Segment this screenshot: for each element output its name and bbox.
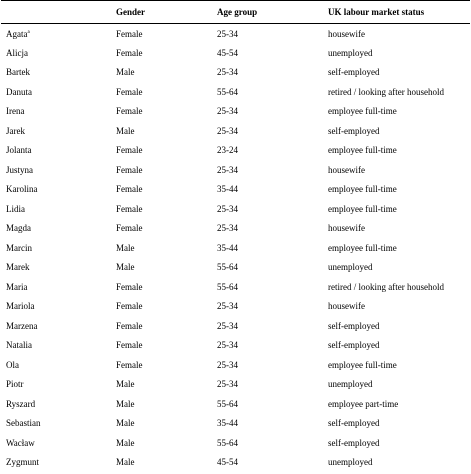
cell-gender: Female: [116, 47, 143, 58]
table-body: [1, 24, 470, 473]
table-header: [1, 1, 470, 24]
participant-name: Jolanta: [6, 145, 32, 156]
table-row: [1, 63, 470, 83]
table-row: [1, 82, 470, 102]
cell-gender: Male: [116, 418, 135, 429]
participant-name: Lidia: [6, 203, 25, 214]
table-row: [1, 199, 470, 219]
table-row: [1, 160, 470, 180]
cell-age-group: 25-34: [217, 28, 238, 39]
table-row: [1, 121, 470, 141]
cell-age-group: 25-34: [217, 359, 238, 370]
cell-status: employee full-time: [328, 203, 397, 214]
participant-name: Magda: [6, 223, 31, 234]
cell-status: unemployed: [328, 262, 373, 273]
cell-gender: Male: [116, 242, 135, 253]
cell-name: [1, 433, 116, 453]
cell-status: self-employed: [328, 437, 380, 448]
cell-name: [1, 316, 116, 336]
cell-name: [1, 63, 116, 83]
participant-name: Maria: [6, 281, 28, 292]
cell-name: [1, 121, 116, 141]
participant-name: Agata: [6, 28, 28, 39]
participant-name: Jarek: [6, 125, 25, 136]
cell-name: [1, 414, 116, 434]
cell-name: [1, 238, 116, 258]
cell-gender: Male: [116, 67, 135, 78]
cell-age-group: 25-34: [217, 223, 238, 234]
cell-name: [1, 82, 116, 102]
cell-gender: Male: [116, 125, 135, 136]
table-row: [1, 297, 470, 317]
table-row: [1, 414, 470, 434]
table-row: [1, 336, 470, 356]
cell-name: [1, 199, 116, 219]
cell-age-group: 45-54: [217, 457, 238, 468]
cell-status: self-employed: [328, 418, 380, 429]
participant-name: Irena: [6, 106, 25, 117]
cell-gender: Male: [116, 262, 135, 273]
table-row: [1, 141, 470, 161]
cell-name: [1, 160, 116, 180]
table-row: [1, 102, 470, 122]
cell-gender: Male: [116, 398, 135, 409]
participant-name: Natalia: [6, 340, 32, 351]
header-name: [1, 1, 116, 24]
cell-age-group: 35-44: [217, 184, 238, 195]
cell-status: retired / looking after household: [328, 86, 444, 97]
cell-gender: Female: [116, 28, 143, 39]
table-row: [1, 277, 470, 297]
cell-status: unemployed: [328, 47, 373, 58]
cell-age-group: 55-64: [217, 437, 238, 448]
cell-age-group: 25-34: [217, 320, 238, 331]
participant-name: Ola: [6, 359, 19, 370]
participant-name: Mariola: [6, 301, 35, 312]
participants-table: [1, 0, 470, 472]
table-row: [1, 375, 470, 395]
cell-name: [1, 43, 116, 63]
cell-gender: Female: [116, 203, 143, 214]
cell-status: unemployed: [328, 379, 373, 390]
cell-status: self-employed: [328, 320, 380, 331]
cell-age-group: 55-64: [217, 281, 238, 292]
cell-gender: Male: [116, 457, 135, 468]
cell-gender: Female: [116, 106, 143, 117]
cell-age-group: 55-64: [217, 398, 238, 409]
cell-name: [1, 277, 116, 297]
participant-name: Ryszard: [6, 398, 36, 409]
cell-age-group: 25-34: [217, 164, 238, 175]
cell-age-group: 25-34: [217, 340, 238, 351]
participants-table-container: [1, 0, 470, 472]
cell-name: [1, 453, 116, 473]
header-row: [1, 1, 470, 24]
cell-name: [1, 336, 116, 356]
header-status: UK labour market status: [328, 7, 425, 17]
cell-gender: Female: [116, 164, 143, 175]
cell-gender: Female: [116, 320, 143, 331]
footnote-marker: a: [27, 29, 30, 35]
cell-age-group: 55-64: [217, 262, 238, 273]
participant-name: Danuta: [6, 86, 32, 97]
cell-name: [1, 180, 116, 200]
cell-gender: Male: [116, 437, 135, 448]
participant-name: Bartek: [6, 67, 30, 78]
cell-status: employee full-time: [328, 184, 397, 195]
cell-status: housewife: [328, 164, 365, 175]
cell-status: employee full-time: [328, 106, 397, 117]
table-row: [1, 43, 470, 63]
table-row: [1, 355, 470, 375]
cell-age-group: 25-34: [217, 301, 238, 312]
cell-gender: Male: [116, 379, 135, 390]
cell-status: employee full-time: [328, 145, 397, 156]
table-row: [1, 258, 470, 278]
cell-name: [1, 219, 116, 239]
cell-age-group: 25-34: [217, 203, 238, 214]
cell-status: self-employed: [328, 67, 380, 78]
cell-name: [1, 297, 116, 317]
cell-gender: Female: [116, 86, 143, 97]
cell-status: self-employed: [328, 340, 380, 351]
cell-status: unemployed: [328, 457, 373, 468]
table-row: [1, 394, 470, 414]
cell-status: employee part-time: [328, 398, 399, 409]
participant-name: Zygmunt: [6, 457, 39, 468]
table-row: [1, 433, 470, 453]
cell-gender: Female: [116, 301, 143, 312]
participant-name: Marek: [6, 262, 30, 273]
cell-status: housewife: [328, 223, 365, 234]
cell-gender: Female: [116, 281, 143, 292]
participant-name: Wacław: [6, 437, 35, 448]
cell-age-group: 25-34: [217, 106, 238, 117]
participant-name: Justyna: [6, 164, 33, 175]
cell-name: [1, 258, 116, 278]
cell-status: self-employed: [328, 125, 380, 136]
cell-age-group: 35-44: [217, 418, 238, 429]
cell-name: [1, 394, 116, 414]
cell-age-group: 25-34: [217, 125, 238, 136]
cell-age-group: 23-24: [217, 145, 238, 156]
cell-status: employee full-time: [328, 242, 397, 253]
cell-age-group: 25-34: [217, 379, 238, 390]
cell-name: [1, 375, 116, 395]
header-age-group: Age group: [217, 7, 258, 17]
table-row: [1, 453, 470, 473]
participant-name: Alicja: [6, 47, 28, 58]
participant-name: Marzena: [6, 320, 38, 331]
cell-name: [1, 102, 116, 122]
cell-gender: Female: [116, 359, 143, 370]
cell-name: [1, 141, 116, 161]
cell-status: housewife: [328, 301, 365, 312]
cell-age-group: 55-64: [217, 86, 238, 97]
participant-name: Sebastian: [6, 418, 41, 429]
cell-age-group: 45-54: [217, 47, 238, 58]
cell-age-group: 35-44: [217, 242, 238, 253]
participant-name: Marcin: [6, 242, 32, 253]
cell-gender: Female: [116, 184, 143, 195]
cell-gender: Female: [116, 145, 143, 156]
cell-status: housewife: [328, 28, 365, 39]
table-row: [1, 238, 470, 258]
cell-status: employee full-time: [328, 359, 397, 370]
participant-name: Piotr: [6, 379, 24, 390]
cell-gender: Female: [116, 223, 143, 234]
cell-name: [1, 355, 116, 375]
table-row: [1, 219, 470, 239]
table-row: [1, 24, 470, 44]
table-row: [1, 180, 470, 200]
cell-name: [1, 24, 116, 44]
cell-gender: Female: [116, 340, 143, 351]
table-row: [1, 316, 470, 336]
cell-age-group: 25-34: [217, 67, 238, 78]
header-gender: Gender: [116, 7, 145, 17]
participant-name: Karolina: [6, 184, 38, 195]
cell-status: retired / looking after household: [328, 281, 444, 292]
